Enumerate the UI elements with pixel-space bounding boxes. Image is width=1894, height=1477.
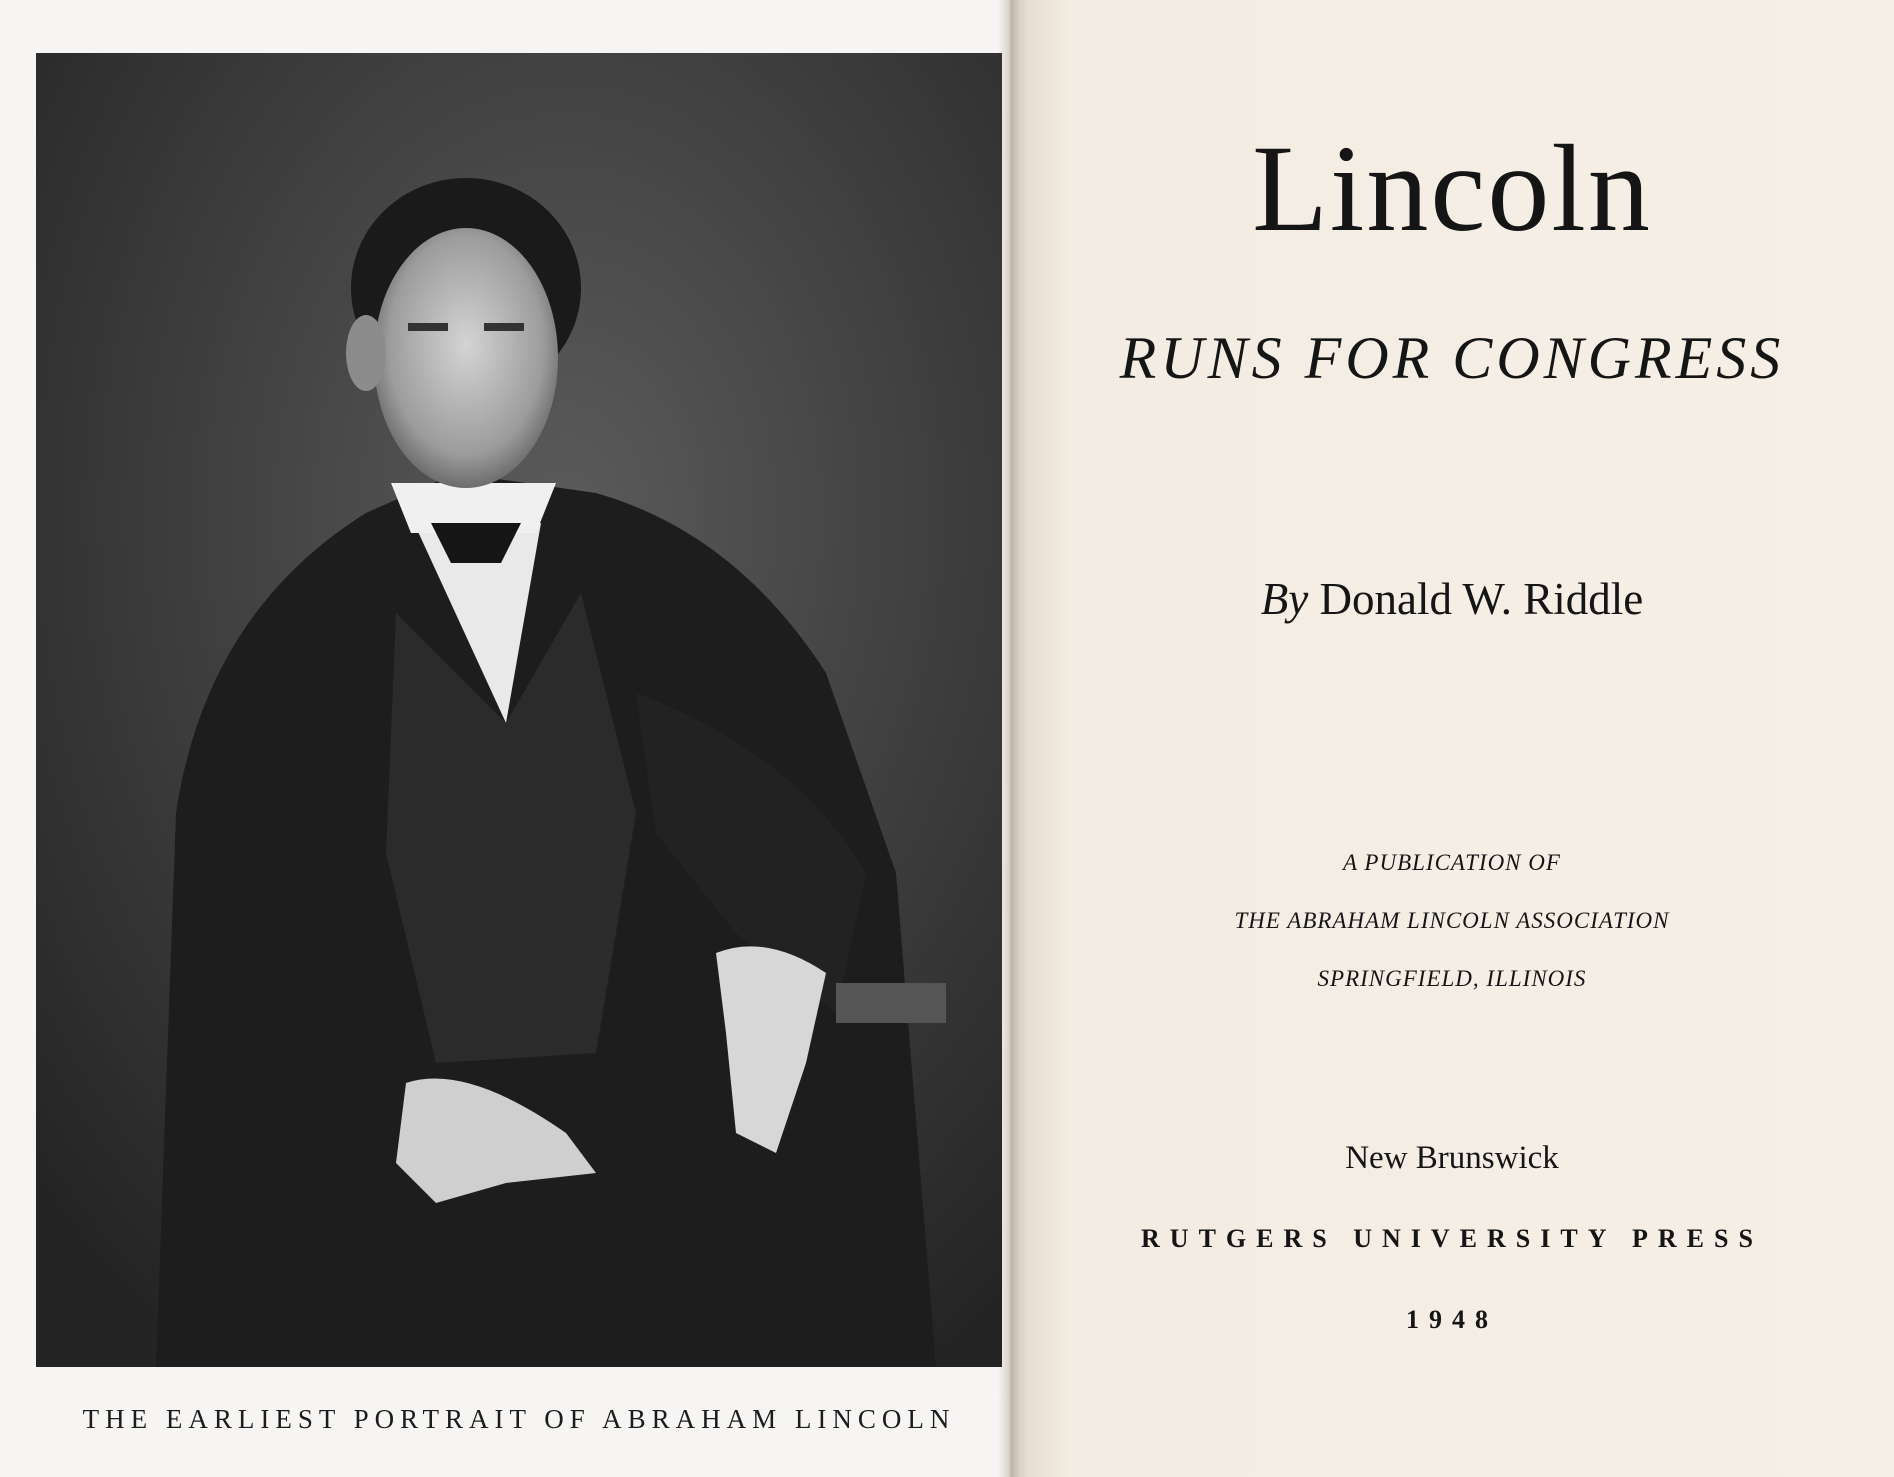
author-name: Donald W. Riddle xyxy=(1319,574,1644,624)
book-subtitle: RUNS FOR CONGRESS xyxy=(1119,325,1785,391)
association-line-2: THE ABRAHAM LINCOLN ASSOCIATION xyxy=(1234,908,1670,933)
portrait-caption: THE EARLIEST PORTRAIT OF ABRAHAM LINCOLN xyxy=(82,1404,956,1434)
author-line xyxy=(1010,573,1894,625)
lincoln-portrait-image xyxy=(36,53,1002,1367)
author-prefix: By xyxy=(1260,574,1309,624)
publisher-city: New Brunswick xyxy=(1345,1140,1559,1176)
association-line-3: SPRINGFIELD, ILLINOIS xyxy=(1317,966,1587,991)
publisher-name: RUTGERS UNIVERSITY PRESS xyxy=(1141,1224,1763,1253)
association-line-1: A PUBLICATION OF xyxy=(1343,850,1561,875)
publication-year: 1948 xyxy=(1406,1305,1498,1334)
book-title: Lincoln xyxy=(1252,120,1652,257)
